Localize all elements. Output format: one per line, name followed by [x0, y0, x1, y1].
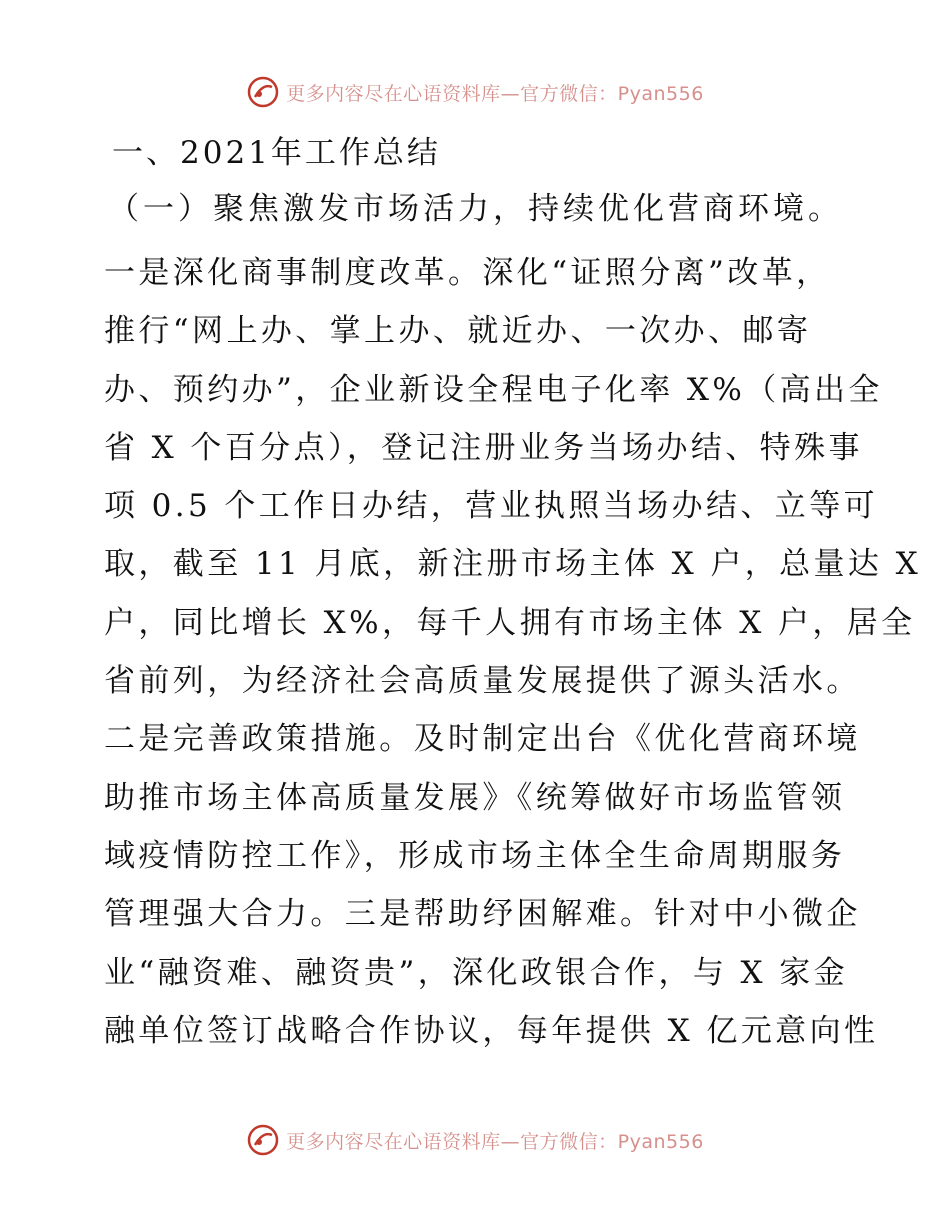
text-line: 项 0.5 个工作日办结，营业执照当场办结、立等可 — [104, 488, 879, 525]
text-line: 管理强大合力。三是帮助纾困解难。针对中小微企 — [104, 896, 861, 933]
text-line: 融单位签订战略合作协议，每年提供 X 亿元意向性 — [104, 1012, 879, 1049]
body-text — [104, 244, 922, 1060]
text-line: 省 X 个百分点），登记注册业务当场办结、特殊事 — [104, 429, 863, 466]
text-line: 省前列，为经济社会高质量发展提供了源头活水。 — [104, 663, 861, 700]
text-line: 助推市场主体高质量发展》《统筹做好市场监管领 — [104, 779, 846, 816]
text-line: 推行“网上办、掌上办、就近办、一次办、邮寄 — [104, 313, 812, 350]
logo-icon — [246, 75, 280, 109]
text-line: 业“融资难、融资贵”，深化政银合作，与 X 家金 — [104, 954, 849, 991]
watermark-header — [0, 72, 950, 112]
section-heading: 一、2021年工作总结 — [112, 135, 441, 171]
text-line: 二是完善政策措施。及时制定出台《优化营商环境 — [104, 721, 861, 758]
text-line: 户，同比增长 X%，每千人拥有市场主体 X 户，居全 — [104, 604, 916, 641]
text-line: 一是深化商事制度改革。深化“证照分离”改革， — [104, 255, 831, 291]
watermark-text: 更多内容尽在心语资料库—官方微信：Pyan556 — [286, 1130, 704, 1153]
watermark-text: 更多内容尽在心语资料库—官方微信：Pyan556 — [286, 82, 704, 105]
subsection-heading: （一）聚焦激发市场活力，持续优化营商环境。 — [108, 191, 843, 227]
text-line: 域疫情防控工作》，形成市场主体全生命周期服务 — [104, 837, 846, 874]
text-line: 办、预约办”，企业新设全程电子化率 X%（高出全 — [104, 371, 883, 408]
text-line: 取，截至 11 月底，新注册市场主体 X 户，总量达 X — [104, 546, 922, 583]
watermark-footer — [0, 1120, 950, 1160]
logo-icon — [246, 1123, 280, 1157]
